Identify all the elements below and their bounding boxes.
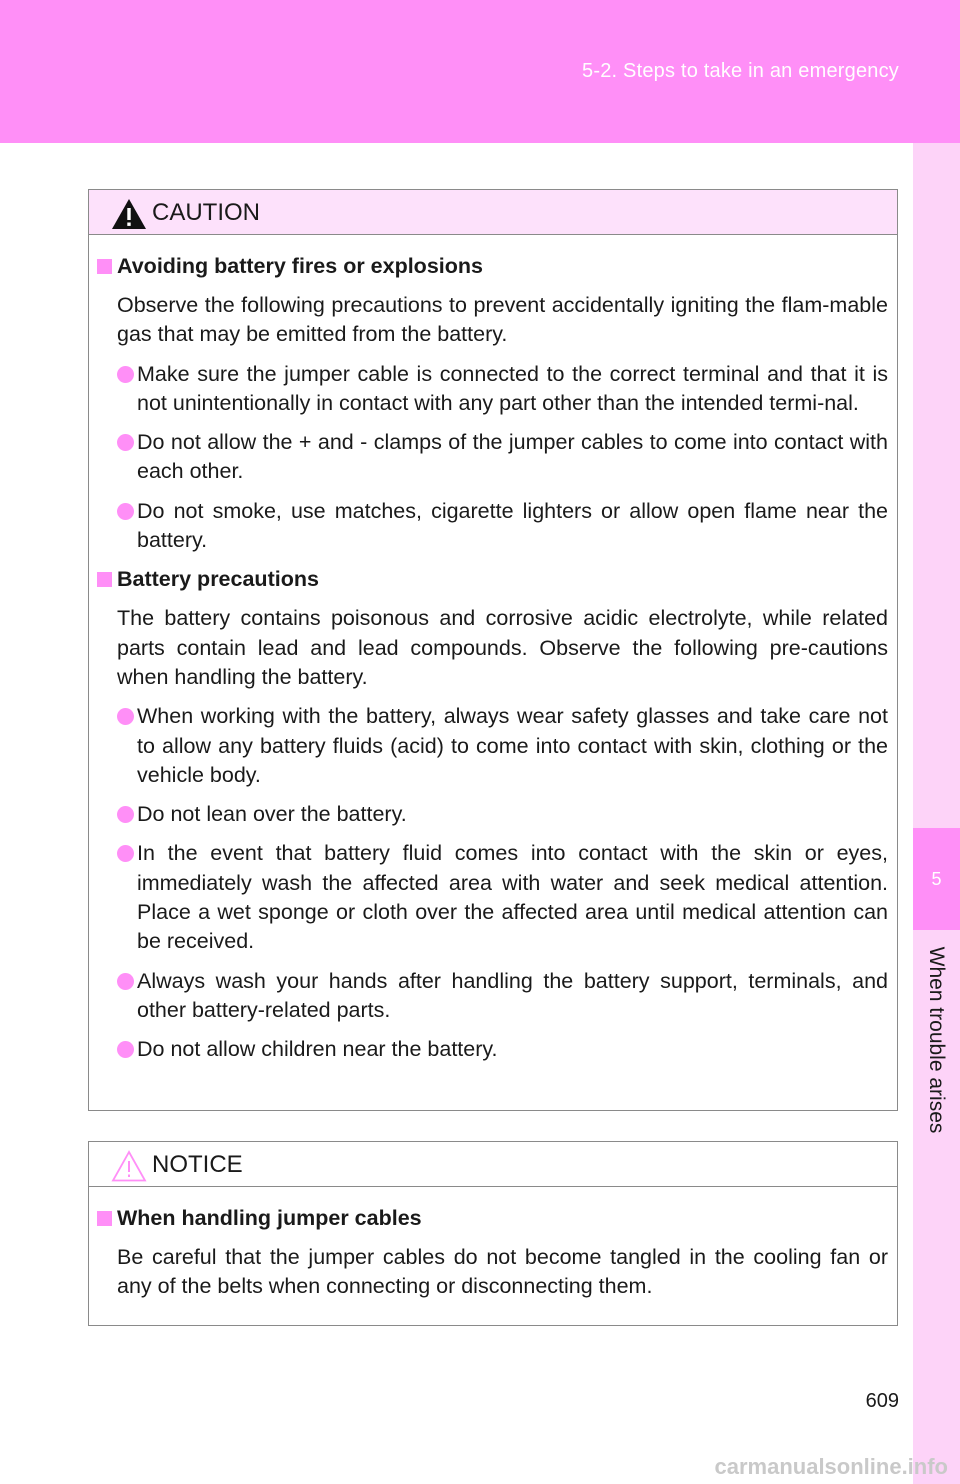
notice-icon bbox=[111, 1150, 147, 1182]
list-item: Do not allow children near the battery. bbox=[97, 1035, 888, 1064]
notice-box bbox=[88, 1141, 898, 1326]
list-item: Do not smoke, use matches, cigarette lighters or allow open flame near the battery. bbox=[97, 497, 888, 556]
watermark: carmanualsonline.info bbox=[714, 1454, 948, 1479]
list-item: When working with the battery, always wear safety glasses and take care not to allow any battery fluids (acid) to come into contact with skin, clothing or the vehicle body. bbox=[97, 702, 888, 790]
page-number: 609 bbox=[865, 1390, 899, 1412]
section-heading: Avoiding battery fires or explosions bbox=[97, 252, 888, 281]
side-tab bbox=[913, 143, 960, 1484]
paragraph: The battery contains poisonous and corrosive acidic electrolyte, while related parts contain lead and lead compounds. Observe the following pre-cautions when handling the battery. bbox=[117, 606, 888, 689]
list-item: In the event that battery fluid comes into contact with the skin or eyes, immediately wash the affected area with water and seek medical attention. Place a wet sponge or cloth over the affected area until medical attention can be received. bbox=[97, 839, 888, 956]
caution-body bbox=[89, 235, 897, 1065]
warning-icon bbox=[111, 198, 147, 230]
list-item: Make sure the jumper cable is connected to the correct terminal and that it is not unintentionally in contact with any part other than the intended termi-nal. bbox=[97, 360, 888, 419]
list-item: Always wash your hands after handling the battery support, terminals, and other battery-related parts. bbox=[97, 967, 888, 1026]
list-item: Do not lean over the battery. bbox=[97, 800, 888, 829]
notice-body bbox=[89, 1187, 897, 1302]
section-title: 5-2. Steps to take in an emergency bbox=[582, 60, 899, 82]
circle-bullet-icon bbox=[117, 503, 134, 520]
circle-bullet-icon bbox=[117, 1041, 134, 1058]
notice-title: NOTICE bbox=[152, 1151, 243, 1178]
list-item: Do not allow the + and - clamps of the jumper cables to come into contact with each other. bbox=[97, 428, 888, 487]
square-bullet-icon bbox=[97, 1211, 112, 1226]
notice-header bbox=[89, 1142, 897, 1187]
caution-box bbox=[88, 189, 898, 1111]
square-bullet-icon bbox=[97, 259, 112, 274]
circle-bullet-icon bbox=[117, 806, 134, 823]
circle-bullet-icon bbox=[117, 973, 134, 990]
circle-bullet-icon bbox=[117, 845, 134, 862]
chapter-number-tab[interactable]: 5 bbox=[913, 828, 960, 930]
chapter-label: When trouble arises bbox=[925, 946, 948, 1134]
circle-bullet-icon bbox=[117, 708, 134, 725]
section-heading: Battery precautions bbox=[97, 565, 888, 594]
circle-bullet-icon bbox=[117, 434, 134, 451]
caution-header bbox=[89, 190, 897, 235]
circle-bullet-icon bbox=[117, 366, 134, 383]
caution-title: CAUTION bbox=[152, 199, 260, 226]
paragraph: Be careful that the jumper cables do not become tangled in the cooling fan or any of the belts when connecting or disconnecting them. bbox=[117, 1245, 888, 1299]
square-bullet-icon bbox=[97, 572, 112, 587]
section-heading: When handling jumper cables bbox=[97, 1204, 888, 1233]
paragraph: Observe the following precautions to prevent accidentally igniting the flam-mable gas that may be emitted from the battery. bbox=[117, 293, 888, 347]
